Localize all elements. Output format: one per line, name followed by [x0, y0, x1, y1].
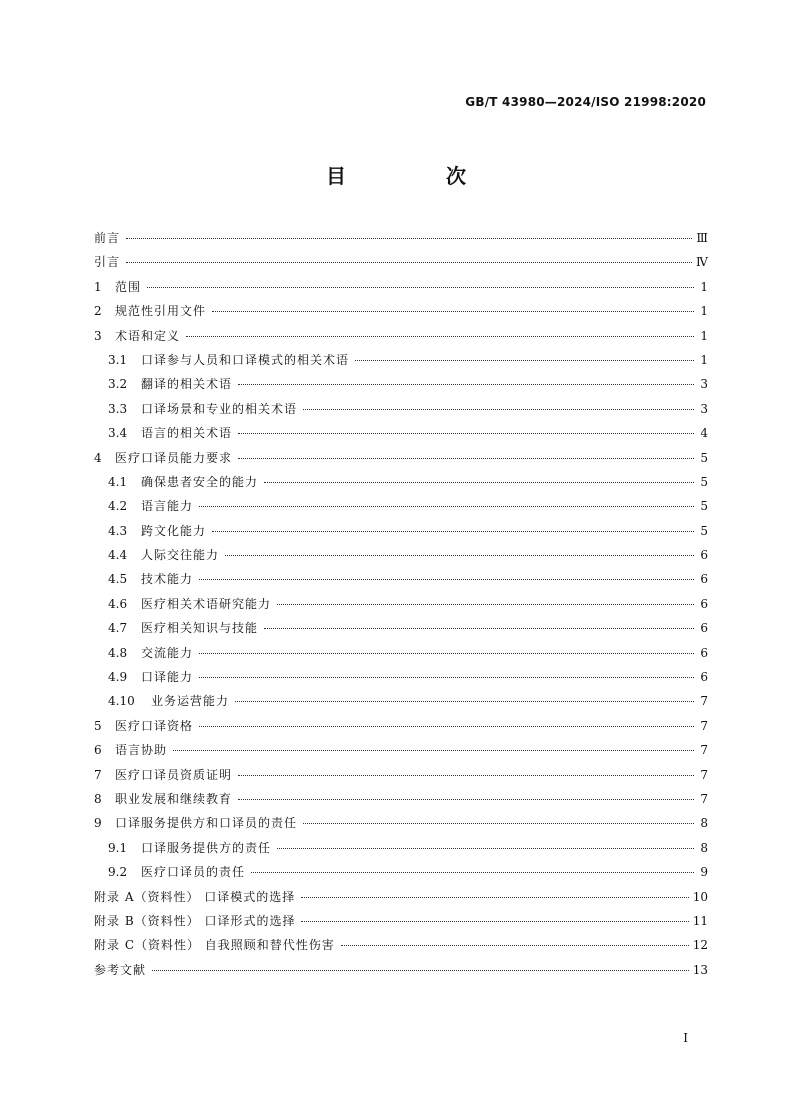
toc-entry-label: 翻译的相关术语	[141, 377, 233, 392]
toc-entry-label: 附录 C（资料性） 自我照顾和替代性伤害	[94, 938, 335, 953]
toc-entry-page: Ⅲ	[696, 231, 708, 245]
toc-entry[interactable]	[94, 226, 708, 250]
toc-entry-page: 7	[700, 694, 708, 709]
toc-dot-leader	[264, 628, 694, 629]
toc-dot-leader	[301, 921, 688, 922]
toc-dot-leader	[251, 872, 694, 873]
toc-entry[interactable]	[94, 641, 708, 665]
toc-entry-page: 5	[700, 450, 708, 465]
toc-dot-leader	[199, 506, 694, 507]
toc-entry-page: 6	[700, 621, 708, 636]
toc-dot-leader	[235, 701, 694, 702]
toc-dot-leader	[199, 726, 694, 727]
toc-dot-leader	[303, 823, 694, 824]
toc-entry-number: 3.1	[108, 352, 128, 367]
toc-entry-label: 范围	[115, 279, 142, 294]
toc-entry[interactable]	[94, 567, 708, 591]
toc-entry-label: 确保患者安全的能力	[141, 474, 259, 489]
page-title: 目 次	[326, 164, 506, 188]
toc-entry[interactable]	[94, 470, 708, 494]
toc-dot-leader	[147, 287, 694, 288]
toc-entry-number: 3.3	[108, 401, 128, 416]
toc-entry-number: 4.1	[108, 474, 128, 489]
toc-dot-leader	[173, 750, 694, 751]
toc-entry-number: 8	[94, 791, 102, 806]
toc-entry-number: 4.8	[108, 645, 128, 660]
toc-entry-page: 3	[700, 377, 708, 392]
toc-dot-leader	[301, 897, 688, 898]
toc-entry[interactable]	[94, 397, 708, 421]
toc-dot-leader	[238, 458, 694, 459]
toc-entry-number: 4.10	[108, 694, 135, 709]
toc-entry-page: 7	[700, 767, 708, 782]
toc-entry[interactable]	[94, 909, 708, 933]
toc-entry[interactable]	[94, 519, 708, 543]
toc-dot-leader	[238, 799, 694, 800]
toc-entry-page: 7	[700, 718, 708, 733]
toc-dot-leader	[277, 604, 694, 605]
toc-entry-label: 医疗口译员资质证明	[115, 767, 233, 782]
toc-entry-number: 4.3	[108, 523, 128, 538]
toc-entry-number: 4.6	[108, 596, 128, 611]
toc-entry-page: 6	[700, 645, 708, 660]
toc-entry[interactable]	[94, 860, 708, 884]
toc-entry-label: 医疗口译资格	[115, 718, 194, 733]
toc-entry-number: 6	[94, 743, 102, 758]
toc-entry-page: 11	[692, 913, 708, 928]
toc-entry-page: 5	[700, 474, 708, 489]
toc-dot-leader	[126, 262, 692, 263]
toc-entry[interactable]	[94, 616, 708, 640]
toc-entry-label: 引言	[94, 255, 121, 270]
toc-entry-page: 6	[700, 596, 708, 611]
toc-dot-leader	[355, 360, 694, 361]
toc-entry-page: 12	[692, 938, 708, 953]
toc-entry-label: 前言	[94, 231, 121, 245]
toc-entry-label: 业务运营能力	[151, 694, 230, 709]
toc-entry-label: 医疗相关知识与技能	[141, 621, 259, 636]
toc-dot-leader	[212, 311, 694, 312]
toc-entry-label: 口译场景和专业的相关术语	[141, 401, 298, 416]
toc-dot-leader	[126, 238, 692, 239]
toc-entry[interactable]	[94, 811, 708, 835]
toc-dot-leader	[186, 336, 694, 337]
toc-entry-page: 7	[700, 791, 708, 806]
toc-entry-page: 10	[692, 889, 708, 904]
toc-entry-page: 6	[700, 572, 708, 587]
toc-entry[interactable]	[94, 933, 708, 957]
toc-dot-leader	[238, 433, 694, 434]
toc-entry-page: 1	[700, 328, 708, 343]
toc-dot-leader	[303, 409, 694, 410]
toc-entry-number: 9.2	[108, 865, 128, 880]
toc-entry-page: 13	[692, 962, 708, 977]
toc-entry[interactable]	[94, 348, 708, 372]
standard-code: GB/T 43980—2024/ISO 21998:2020	[465, 95, 706, 109]
toc-entry-number: 4.9	[108, 670, 128, 685]
toc-entry-label: 术语和定义	[115, 328, 181, 343]
toc-dot-leader	[277, 848, 694, 849]
toc-entry-label: 规范性引用文件	[115, 304, 207, 319]
toc-entry[interactable]	[94, 250, 708, 274]
toc-entry-number: 4.5	[108, 572, 128, 587]
toc-entry-label: 口译服务提供方的责任	[141, 840, 272, 855]
toc-entry-number: 9	[94, 816, 102, 831]
toc-entry-number: 3.2	[108, 377, 128, 392]
toc-dot-leader	[238, 384, 694, 385]
toc-entry-page: 5	[700, 523, 708, 538]
toc-entry[interactable]	[94, 446, 708, 470]
toc-entry[interactable]	[94, 958, 708, 982]
toc-entry[interactable]	[94, 665, 708, 689]
toc-entry[interactable]	[94, 421, 708, 445]
toc-entry-number: 4.2	[108, 499, 128, 514]
toc-entry[interactable]	[94, 689, 708, 713]
toc-entry-page: 3	[700, 401, 708, 416]
toc-entry-label: 语言的相关术语	[141, 426, 233, 441]
toc-entry-page: 1	[700, 352, 708, 367]
toc-entry[interactable]	[94, 324, 708, 348]
toc-entry[interactable]	[94, 763, 708, 787]
toc-entry[interactable]	[94, 885, 708, 909]
toc-dot-leader	[341, 945, 689, 946]
toc-entry-label: 语言协助	[115, 743, 168, 758]
toc-dot-leader	[264, 482, 694, 483]
toc-dot-leader	[225, 555, 694, 556]
toc-entry-page: 8	[700, 840, 708, 855]
toc-entry-label: 技术能力	[141, 572, 194, 587]
toc-entry-number: 4.4	[108, 548, 128, 563]
toc-entry-page: 6	[700, 548, 708, 563]
toc-entry[interactable]	[94, 836, 708, 860]
toc-entry-number: 7	[94, 767, 102, 782]
toc-entry-number: 9.1	[108, 840, 128, 855]
toc-dot-leader	[152, 970, 689, 971]
toc-entry[interactable]	[94, 543, 708, 567]
toc-dot-leader	[199, 653, 694, 654]
toc-entry-number: 5	[94, 718, 102, 733]
toc-dot-leader	[199, 579, 694, 580]
toc-entry-label: 职业发展和继续教育	[115, 791, 233, 806]
toc-entry-number: 4.7	[108, 621, 128, 636]
toc-entry-page: 1	[700, 304, 708, 319]
toc-entry-label: 跨文化能力	[141, 523, 207, 538]
toc-entry-page: 5	[700, 499, 708, 514]
toc-entry-label: 口译能力	[141, 670, 194, 685]
toc-entry-page: 1	[700, 279, 708, 294]
toc-entry-number: 1	[94, 279, 102, 294]
toc-dot-leader	[212, 531, 694, 532]
toc-entry-label: 医疗口译员能力要求	[115, 450, 233, 465]
table-of-contents	[94, 226, 708, 982]
toc-entry-label: 附录 A（资料性） 口译模式的选择	[94, 889, 296, 904]
toc-entry-page: 4	[700, 426, 708, 441]
toc-entry-page: 7	[700, 743, 708, 758]
toc-dot-leader	[238, 775, 694, 776]
toc-entry-label: 附录 B（资料性） 口译形式的选择	[94, 913, 296, 928]
toc-entry-label: 人际交往能力	[141, 548, 220, 563]
toc-entry-label: 参考文献	[94, 962, 147, 977]
toc-entry-page: 6	[700, 670, 708, 685]
toc-entry[interactable]	[94, 787, 708, 811]
toc-entry[interactable]	[94, 592, 708, 616]
toc-entry-label: 交流能力	[141, 645, 194, 660]
toc-entry-number: 2	[94, 304, 102, 319]
toc-entry-label: 语言能力	[141, 499, 194, 514]
toc-entry-page: 9	[700, 865, 708, 880]
toc-entry[interactable]	[94, 738, 708, 762]
toc-entry[interactable]	[94, 494, 708, 518]
toc-entry[interactable]	[94, 299, 708, 323]
page-number: I	[683, 1031, 688, 1045]
toc-entry-page: Ⅳ	[696, 255, 708, 270]
toc-entry-label: 口译参与人员和口译模式的相关术语	[141, 352, 350, 367]
toc-entry-number: 3	[94, 328, 102, 343]
toc-entry[interactable]	[94, 372, 708, 396]
toc-entry[interactable]	[94, 275, 708, 299]
toc-entry-label: 医疗相关术语研究能力	[141, 596, 272, 611]
toc-entry-page: 8	[700, 816, 708, 831]
toc-entry-number: 3.4	[108, 426, 128, 441]
toc-entry-number: 4	[94, 450, 102, 465]
toc-entry-label: 医疗口译员的责任	[141, 865, 246, 880]
toc-entry[interactable]	[94, 714, 708, 738]
toc-entry-label: 口译服务提供方和口译员的责任	[115, 816, 298, 831]
toc-dot-leader	[199, 677, 694, 678]
